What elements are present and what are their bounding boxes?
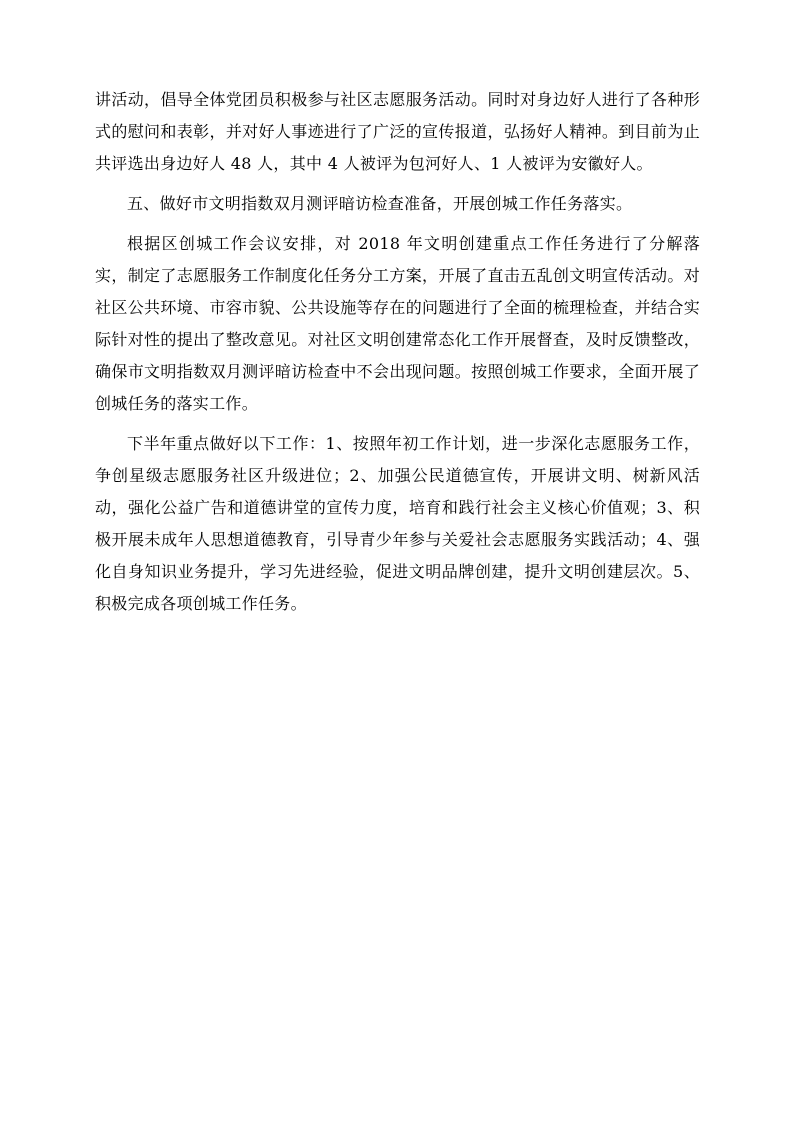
paragraph-continued-volunteer-activities: 讲活动，倡导全体党团员积极参与社区志愿服务活动。同时对身边好人进行了各种形式的慰问和表彰，并对好人事迹进行了广泛的宣传报道，弘扬好人精神。到目前为止共评选出身边好人 48 人，其中 4 人被评为包河好人、1 人被评为安徽好人。	[95, 90, 700, 173]
paragraph-second-half-plan: 下半年重点做好以下工作：1、按照年初工作计划，进一步深化志愿服务工作，争创星级志愿服务社区升级进位；2、加强公民道德宣传，开展讲文明、树新风活动，强化公益广告和道德讲堂的宣传力度，培育和践行社会主义核心价值观；3、积极开展未成年人思想道德教育，引导青少年参与关爱社会志愿服务实践活动；4、强化自身知识业务提升，学习先进经验，促进文明品牌创建，提升文明创建层次。5、积极完成各项创城工作任务。	[95, 434, 700, 613]
document-body	[95, 84, 700, 628]
section-heading-five: 五、做好市文明指数双月测评暗访检查准备，开展创城工作任务落实。	[127, 194, 633, 213]
paragraph-civilization-tasks: 根据区创城工作会议安排，对 2018 年文明创建重点工作任务进行了分解落实，制定了志愿服务工作制度化任务分工方案，开展了直击五乱创文明宣传活动。对社区公共环境、市容市貌、公共设施等存在的问题进行了全面的梳理检查，并结合实际针对性的提出了整改意见。对社区文明创建常态化工作开展督查，及时反馈整改，确保市文明指数双月测评暗访检查中不会出现问题。按照创城工作要求，全面开展了创城任务的落实工作。	[95, 234, 700, 413]
